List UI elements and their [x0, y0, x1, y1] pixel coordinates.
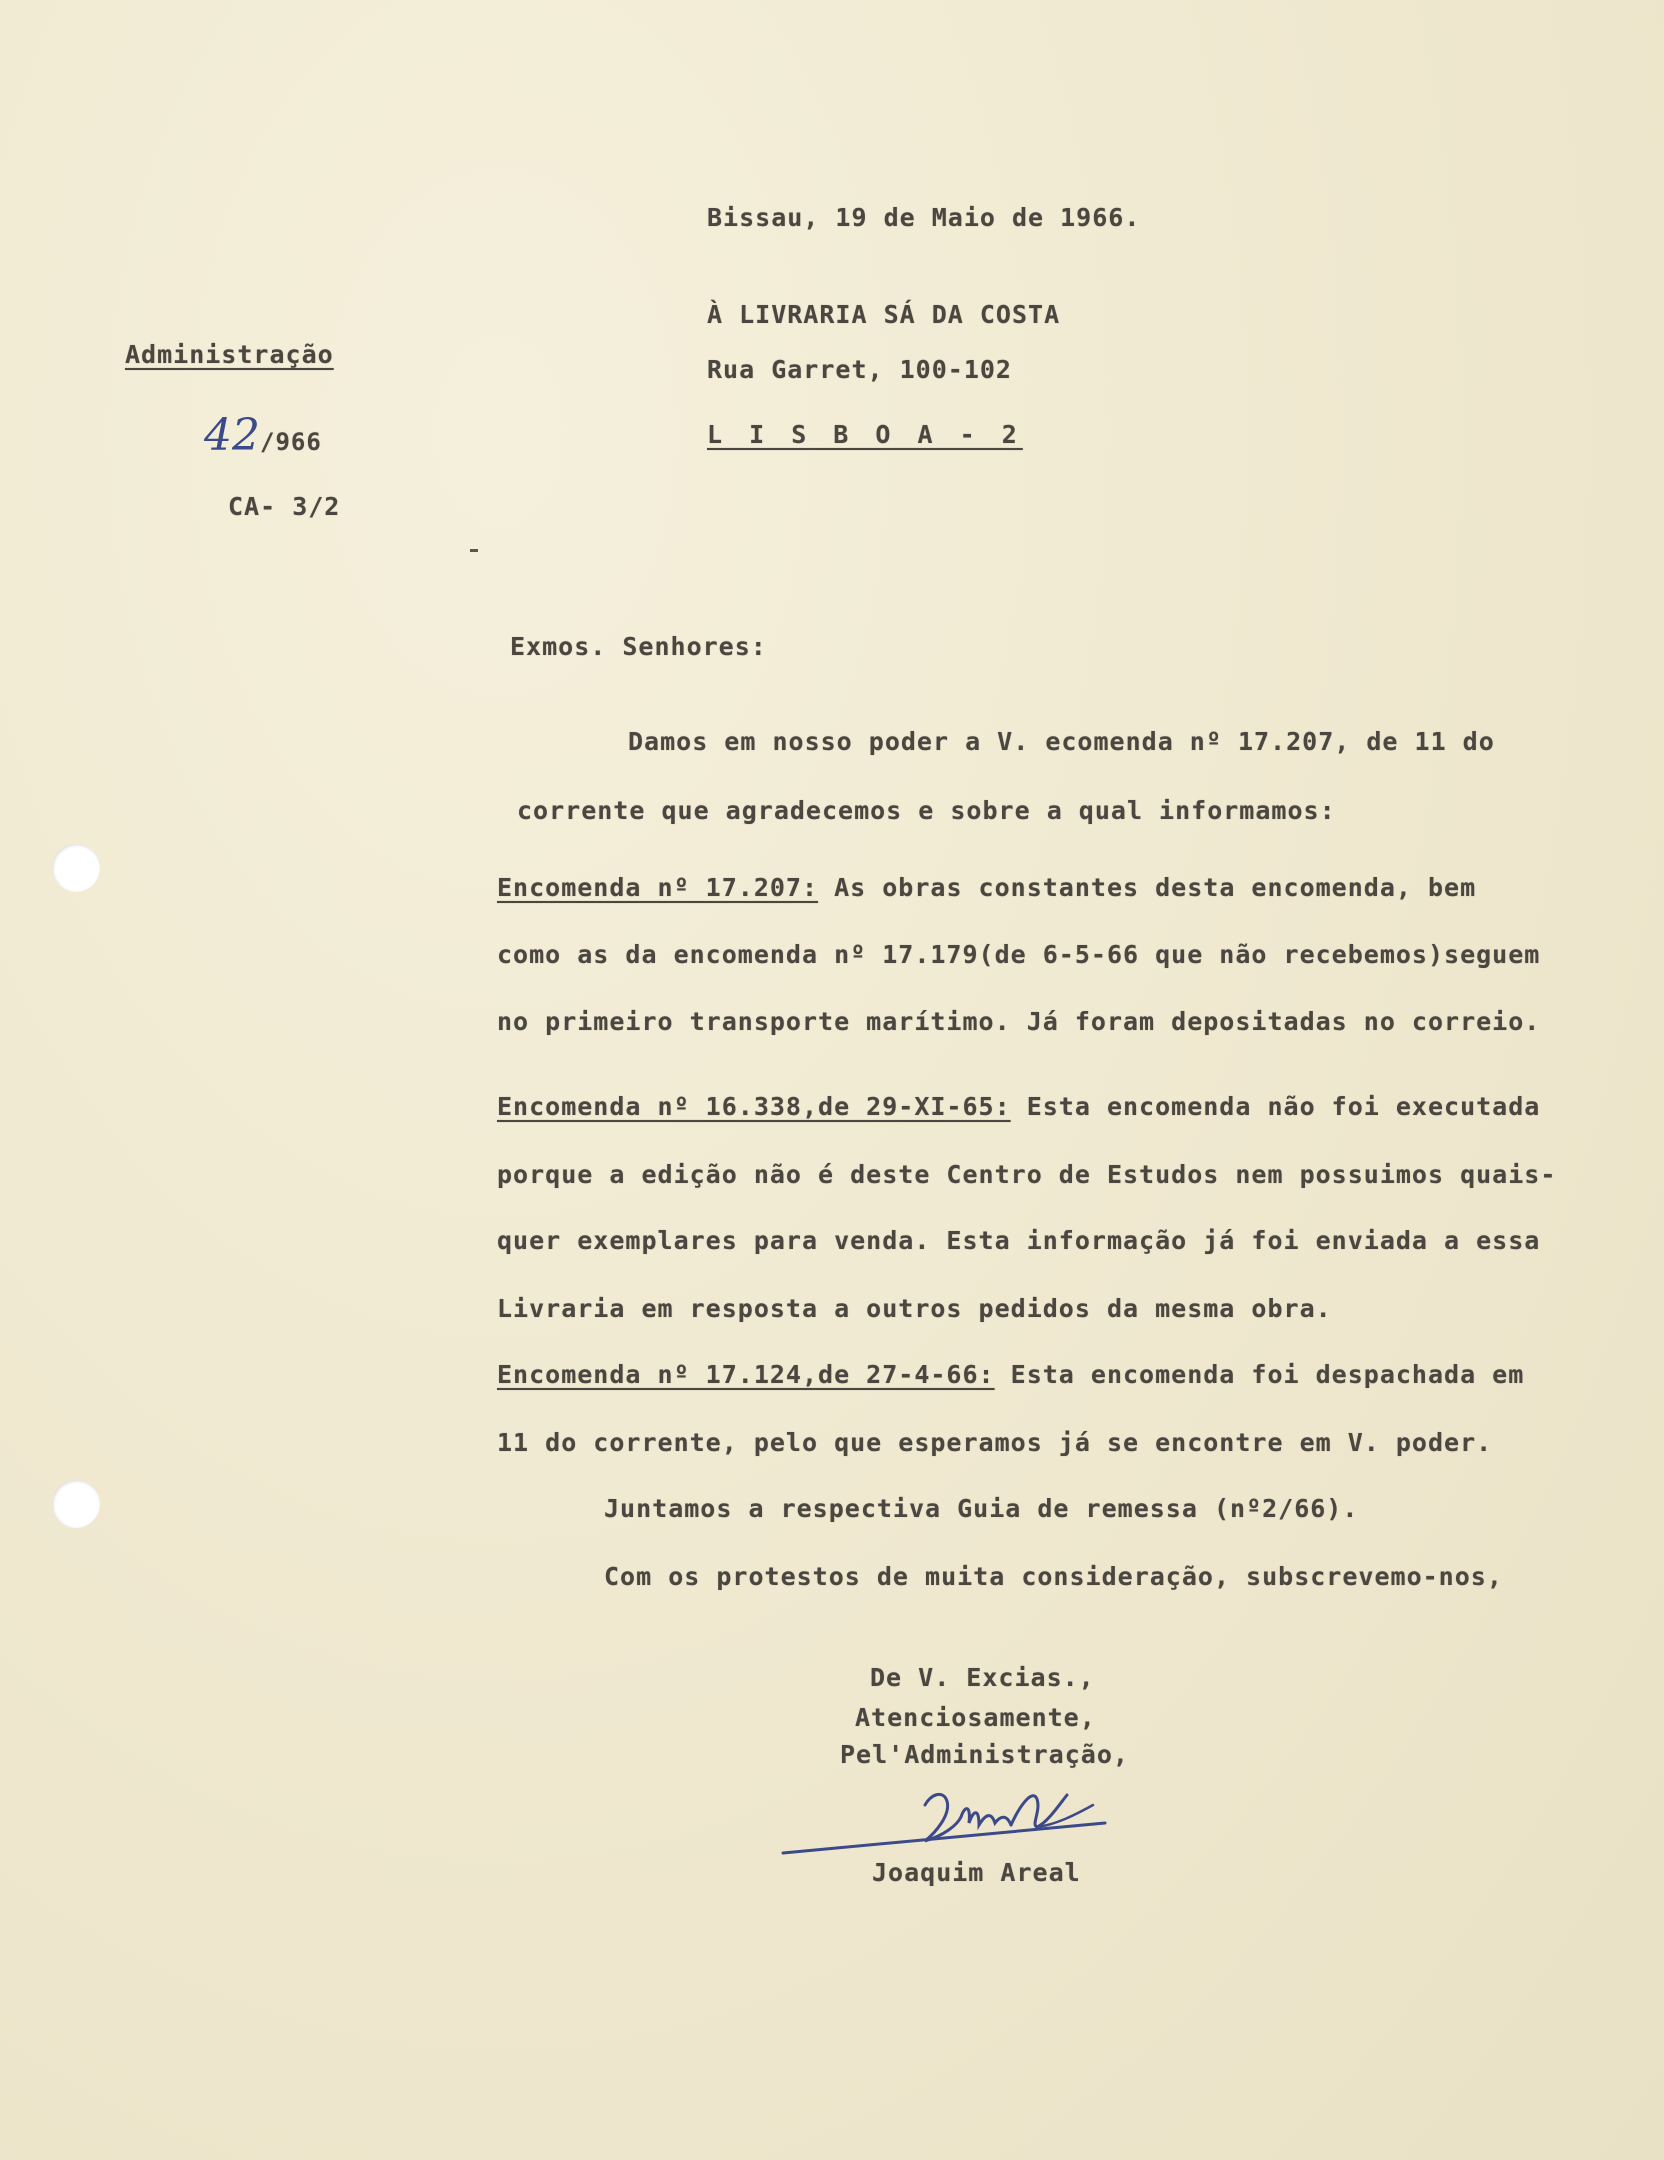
item-2-line-2: porque a edição não é deste Centro de Estudos nem possuimos quais- — [497, 1160, 1557, 1189]
punch-hole-bottom — [52, 1480, 100, 1528]
item-3-line-1 — [497, 1360, 1524, 1389]
item-2-label: Encomenda nº 16.338,de 29-XI-65: — [497, 1092, 1011, 1121]
signoff-line-3: Pel'Administração, — [840, 1740, 1129, 1769]
reference-code: CA- 3/2 — [228, 492, 341, 521]
intro-line-2: corrente que agradecemos e sobre a qual informamos: — [517, 796, 1336, 825]
reference-number — [204, 410, 322, 461]
item-3-text-1: Esta encomenda foi despachada em — [994, 1360, 1525, 1389]
item-2-line-3: quer exemplares para venda. Esta informação já foi enviada a essa — [497, 1226, 1541, 1255]
item-1-label: Encomenda nº 17.207: — [497, 873, 819, 902]
item-3-label: Encomenda nº 17.124,de 27-4-66: — [497, 1360, 995, 1389]
item-1-line-3: no primeiro transporte marítimo. Já foram depositadas no correio. — [497, 1007, 1541, 1036]
item-3-line-2: 11 do corrente, pelo que esperamos já se encontre em V. poder. — [497, 1428, 1493, 1457]
item-2-text-1: Esta encomenda não foi executada — [1010, 1092, 1541, 1121]
signoff-line-2: Atenciosamente, — [855, 1703, 1096, 1732]
recipient-city: L I S B O A - 2 — [707, 420, 1023, 449]
salutation: Exmos. Senhores: — [510, 632, 767, 661]
item-2-line-1 — [497, 1092, 1540, 1121]
item-2-line-4: Livraria em resposta a outros pedidos da mesma obra. — [497, 1294, 1332, 1323]
recipient-street: Rua Garret, 100-102 — [707, 355, 1012, 384]
item-1-line-2: como as da encomenda nº 17.179(de 6-5-66 que não recebemos)seguem — [497, 940, 1541, 969]
punch-hole-top — [52, 844, 100, 892]
item-1-line-1 — [497, 873, 1476, 902]
enclosure-line: Juntamos a respectiva Guia de remessa (nº2/66). — [604, 1494, 1359, 1523]
recipient-name: À LIVRARIA SÁ DA COSTA — [707, 300, 1061, 329]
closing-line: Com os protestos de muita consideração, subscrevemo-nos, — [604, 1562, 1503, 1591]
reference-number-suffix: /966 — [260, 428, 322, 456]
intro-line-1: Damos em nosso poder a V. ecomenda nº 17.207, de 11 do — [628, 727, 1495, 756]
department-label: Administração — [125, 340, 334, 369]
signatory-name: Joaquim Areal — [872, 1858, 1081, 1887]
signoff-line-1: De V. Excias., — [870, 1663, 1095, 1692]
reference-number-handwritten: 42 — [204, 410, 260, 461]
item-1-text-1: As obras constantes desta encomenda, bem — [818, 873, 1477, 902]
place-date: Bissau, 19 de Maio de 1966. — [707, 203, 1141, 232]
stray-mark — [470, 549, 478, 552]
